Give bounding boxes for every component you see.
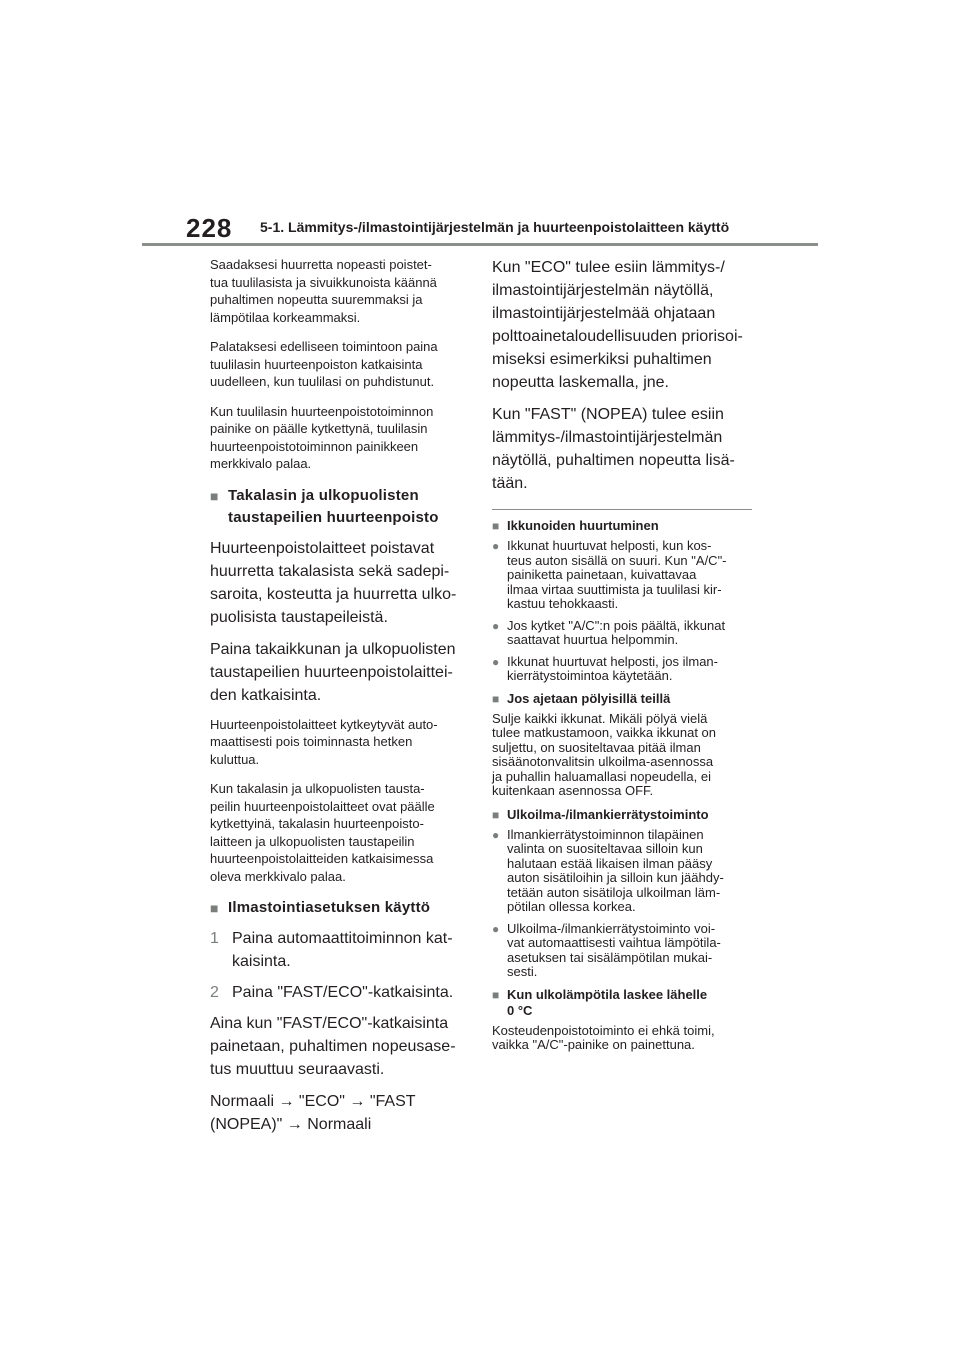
note-heading-text: Ulkoilma-/ilmankierrätystoiminto <box>507 806 709 822</box>
paragraph: Kun tuulilasin huurteenpoistotoiminnon painike on päälle kytkettynä, tuulilasin huurteenpoistotoiminnon painikkeen merkkivalo palaa. <box>210 403 434 471</box>
subheading-text: Ilmastointiasetuksen käyttö <box>228 899 431 916</box>
note-heading <box>492 691 752 707</box>
subheading <box>210 485 466 529</box>
list-item <box>492 539 752 612</box>
square-bullet-icon: ■ <box>492 987 500 1002</box>
note-heading <box>492 807 752 823</box>
note-heading <box>492 987 752 1019</box>
square-bullet-icon: ■ <box>210 900 219 916</box>
step-1 <box>210 927 466 973</box>
paragraph: Huurteenpoistolaitteet poistavat huurretta takalasista sekä sadepi- saroita, kosteutta ja huurretta ulko- puolisista taustapeileistä. <box>210 539 457 626</box>
note-heading-text: Kun ulkolämpötila laskee lähelle 0 °C <box>507 986 708 1018</box>
right-column <box>492 256 752 1061</box>
header-divider <box>142 243 818 246</box>
paragraph: Sulje kaikki ikkunat. Mikäli pölyä vielä tulee matkustamoon, vaikka ikkunat on suljettu, on suositeltavaa pitää ilman sisäänotonvalitsin ulkoilma-asennossa ja puhallin haluamallasi nopeudella, ei kuitenkaan asennossa OFF. <box>492 710 717 798</box>
step-text: Paina "FAST/ECO"-katkaisinta. <box>232 984 454 1001</box>
paragraph: Saadaksesi huurretta nopeasti poistet- tua tuulilasista ja sivuikkunoista käännä puhaltimen nopeutta suuremmaksi ja lämpötilaa korkeammaksi. <box>210 257 437 325</box>
list-item-text: Ikkunat huurtuvat helposti, kun kos- teus auton sisällä on suuri. Kun "A/C"- painiketta painetaan, kuivattavaa ilmaa virtaa suuttimista ja tuulilasi kir- kastuu tehokkaasti. <box>507 538 727 611</box>
step-2 <box>210 981 466 1004</box>
circle-bullet-icon: ● <box>492 654 500 669</box>
paragraph: Normaali → "ECO" → "FAST (NOPEA)" → Normaali <box>210 1093 416 1133</box>
note-heading-text: Ikkunoiden huurtuminen <box>507 518 659 533</box>
list-item-text: Ulkoilma-/ilmankierrätystoiminto voi- vat automaattisesti vaihtua lämpötila- asetuksen tai sisälämpötilan mukai- sesti. <box>507 920 721 979</box>
square-bullet-icon: ■ <box>492 519 500 533</box>
paragraph: Huurteenpoistolaitteet kytkeytyvät auto- maattisesti pois toiminnasta hetken kuluttua. <box>210 716 438 767</box>
subheading-text: Takalasin ja ulkopuolisten taustapeilien huurteenpoisto <box>228 486 439 526</box>
list-item <box>492 922 752 980</box>
paragraph: Aina kun "FAST/ECO"-katkaisinta painetaan, puhaltimen nopeusase- tus muuttuu seuraavasti. <box>210 1015 456 1078</box>
page-number: 228 <box>186 213 233 243</box>
subheading <box>210 897 466 919</box>
step-text: Paina automaattitoiminnon kat- kaisinta. <box>232 930 453 970</box>
circle-bullet-icon: ● <box>492 539 500 553</box>
square-bullet-icon: ■ <box>492 807 500 822</box>
square-bullet-icon: ■ <box>210 487 219 504</box>
section-title: 5-1. Lämmitys-/ilmastointijärjestelmän ja huurteenpoistolaitteen käyttö <box>260 219 730 235</box>
list-item <box>492 828 752 915</box>
note-heading-text: Jos ajetaan pölyisillä teillä <box>507 690 671 706</box>
note-heading <box>492 518 752 534</box>
circle-bullet-icon: ● <box>492 921 500 936</box>
paragraph: Palataksesi edelliseen toimintoon paina tuulilasin huurteenpoiston katkaisinta uudelleen, kun tuulilasi on puhdistunut. <box>210 339 438 389</box>
page-header <box>0 0 960 250</box>
divider <box>492 509 752 510</box>
paragraph: Kun takalasin ja ulkopuolisten tausta- peilin huurteenpoistolaitteet ovat päälle kytkettyinä, takalasin huurteenpoisto- laitteen ja ulkopuolisten taustapeilin huurteenpoistolaitteiden katkaisimessa oleva merkkivalo palaa. <box>210 781 435 884</box>
step-number: 1 <box>210 930 219 947</box>
square-bullet-icon: ■ <box>492 691 500 706</box>
list-item <box>492 619 752 648</box>
paragraph: Kun "FAST" (NOPEA) tulee esiin lämmitys-/ilmastointijärjestelmän näytöllä, puhaltimen nopeutta lisä- tään. <box>492 406 735 492</box>
paragraph: Kosteudenpoistotoiminto ei ehkä toimi, vaikka "A/C"-painike on painettuna. <box>492 1022 715 1052</box>
list-item-text: Ilmankierrätystoiminnon tilapäinen valinta on suositeltavaa silloin kun halutaan estää likaisen ilman pääsy auton sisätiloihin ja silloin kun jäähdy- tetään auton sisätiloja ulkoilman läm- pötilan ollessa korkea. <box>507 826 724 914</box>
circle-bullet-icon: ● <box>492 618 500 633</box>
list-item-text: Ikkunat huurtuvat helposti, jos ilman- kierrätystoimintoa käytetään. <box>507 653 718 683</box>
circle-bullet-icon: ● <box>492 827 500 842</box>
left-column <box>210 256 466 1145</box>
step-number: 2 <box>210 984 219 1001</box>
paragraph: Kun "ECO" tulee esiin lämmitys-/ ilmastointijärjestelmän näytöllä, ilmastointijärjestelmää ohjataan polttoainetaloudellisuuden priorisoi- miseksi esimerkiksi puhaltimen nopeutta laskemalla, jne. <box>492 259 743 391</box>
list-item <box>492 655 752 684</box>
paragraph: Paina takaikkunan ja ulkopuolisten taustapeilien huurteenpoistolaittei- den katkaisinta. <box>210 640 456 704</box>
list-item-text: Jos kytket "A/C":n pois päältä, ikkunat saattavat huurtua helpommin. <box>507 617 726 647</box>
